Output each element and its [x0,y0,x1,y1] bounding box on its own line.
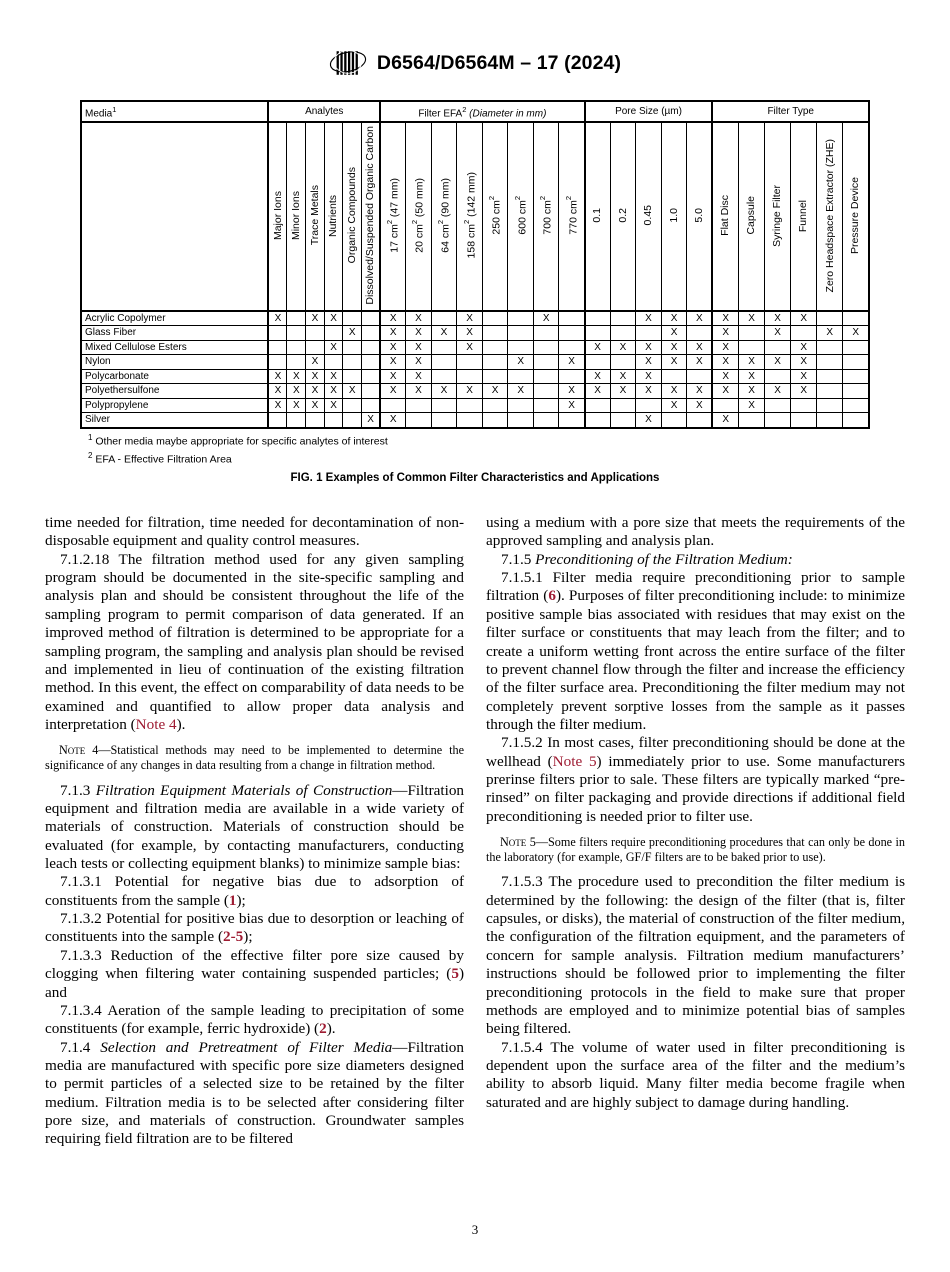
mark-cell: X [457,384,483,399]
mark-cell: X [585,369,611,384]
mark-cell [791,413,817,428]
mark-cell: X [343,384,362,399]
mark-cell: X [738,369,764,384]
mark-cell: X [712,340,738,355]
mark-cell [508,340,534,355]
mark-cell [361,311,380,326]
mark-cell [765,340,791,355]
bib-reference[interactable]: 2 [319,1020,327,1038]
mark-cell [431,369,457,384]
body-paragraph: 7.1.3.4 Aeration of the sample leading to precipitation of some constituents (for example, ferric hydroxide) (2). [45,1001,464,1038]
mark-cell [306,340,325,355]
mark-cell: X [431,384,457,399]
col-efa-600: 600 $cm^2$ [508,122,534,311]
mark-cell: X [380,413,406,428]
mark-cell: X [380,369,406,384]
mark-cell [817,355,843,370]
mark-cell: X [287,369,306,384]
mark-cell: X [817,326,843,341]
mark-cell: X [712,311,738,326]
body-paragraph: 7.1.3 Filtration Equipment Materials of Construction—Filtration equipment and filtration media are available in a wide variety of materials of construction. Materials of construction should be evaluated (for example, by contacting manufacturers, conducting leach tests or collecting equipment blanks) to minimize sample bias: [45,781,465,873]
table-body [81,311,869,428]
col-efa-64: 64 $cm^2$ (90 mm) [431,122,457,311]
page-header [0,48,950,78]
mark-cell: X [661,340,687,355]
group-header-row [81,101,869,122]
col-efa-770: 770 $cm^2$ [559,122,585,311]
figure-1-table-wrapper [80,100,870,429]
mark-cell: X [610,384,636,399]
mark-cell: X [287,384,306,399]
mark-cell [738,326,764,341]
mark-cell [610,326,636,341]
mark-cell [324,326,343,341]
mark-cell [636,398,662,413]
column-header-row [81,122,869,311]
mark-cell: X [712,413,738,428]
mark-cell [817,384,843,399]
mark-cell [324,413,343,428]
mark-cell: X [765,326,791,341]
mark-cell [306,413,325,428]
mark-cell [817,311,843,326]
mark-cell [343,355,362,370]
mark-cell [661,413,687,428]
mark-cell [482,311,508,326]
mark-cell: X [687,384,713,399]
table-row [81,384,869,399]
mark-cell: X [610,340,636,355]
mark-cell [508,369,534,384]
col-pressure-device: Pressure Device [843,122,869,311]
filter-characteristics-table [80,100,870,429]
mark-cell [482,340,508,355]
group-header-pore-size: Pore Size (µm) [585,101,713,122]
media-name-cell: Silver [81,413,268,428]
mark-cell [431,340,457,355]
mark-cell: X [791,355,817,370]
mark-cell [738,413,764,428]
astm-logo-icon [329,48,367,78]
mark-cell [559,340,585,355]
mark-cell: X [738,311,764,326]
mark-cell: X [559,384,585,399]
body-paragraph: using a medium with a pore size that meets the requirements of the approved sampling and analysis plan. [486,514,905,550]
body-paragraph: 7.1.4 Selection and Pretreatment of Filter Media—Filtration media are manufactured with specific pore size diameters designed to permit particles of a selected size to be retained by the filter medium. Filtration media is to be selected after considering filter pore size, and materials of construction. Groundwater samples requiring field filtration are to be filtered [45,1038,464,1148]
media-name-cell: Polypropylene [81,398,268,413]
mark-cell: X [636,384,662,399]
mark-cell: X [843,326,869,341]
mark-cell: X [661,355,687,370]
mark-cell [585,326,611,341]
figure-caption: FIG. 1 Examples of Common Filter Characteristics and Applications [290,472,660,484]
mark-cell: X [406,355,432,370]
col-zero-headspace-extractor: Zero Headspace Extractor (ZHE) [817,122,843,311]
table-row [81,398,869,413]
mark-cell: X [610,369,636,384]
mark-cell [482,398,508,413]
mark-cell: X [765,355,791,370]
figure-footnote-1: $^1$ Other media maybe appropriate for specific analytes of interest [88,433,388,448]
mark-cell: X [380,355,406,370]
mark-cell: X [712,369,738,384]
mark-cell: X [508,384,534,399]
mark-cell: X [306,398,325,413]
note-reference[interactable]: Note 5 [552,752,597,770]
mark-cell [817,398,843,413]
col-funnel: Funnel [791,122,817,311]
mark-cell [843,398,869,413]
mark-cell [361,384,380,399]
mark-cell: X [661,384,687,399]
mark-cell: X [324,311,343,326]
figure-footnotes [88,432,788,468]
col-efa-700: 700 $cm^2$ [533,122,559,311]
mark-cell [406,413,432,428]
mark-cell [843,369,869,384]
mark-cell [343,311,362,326]
mark-cell: X [687,355,713,370]
mark-cell [636,326,662,341]
mark-cell [843,311,869,326]
mark-cell [843,384,869,399]
mark-cell [343,398,362,413]
note-paragraph: Note 5—Some filters require preconditioning procedures that can only be done in the laboratory (for example, GF/F filters are to be baked prior to use). [486,835,905,864]
mark-cell [791,326,817,341]
col-organic-compounds: Organic Compounds [343,122,362,311]
body-paragraph: 7.1.3.1 Potential for negative bias due to adsorption of constituents from the sample (1); [45,873,464,909]
mark-cell: X [636,369,662,384]
mark-cell [559,413,585,428]
mark-cell [380,398,406,413]
mark-cell: X [661,398,687,413]
media-name-cell: Mixed Cellulose Esters [81,340,268,355]
mark-cell: X [324,384,343,399]
mark-cell: X [306,355,325,370]
mark-cell: X [636,413,662,428]
body-paragraph: 7.1.5.1 Filter media require preconditioning prior to sample filtration (6). Purposes of filter preconditioning include: to minimize positive sample bias associated with residues that may exist on the filter surface or constituents that may leach from the filter; and to create a uniform wetting front across the entire surface of the filter to prevent channel flow through the filter and increase the efficiency of the filter surface area. Preconditioning the filter medium may not completely prevent sorptive losses from the sample as it passes through the filter medium. [486,569,905,733]
mark-cell: X [380,340,406,355]
media-column-spacer [81,122,268,311]
mark-cell [457,369,483,384]
mark-cell [431,311,457,326]
col-pore-5-0: 5.0 [687,122,713,311]
mark-cell [482,369,508,384]
body-paragraph: 7.1.3.3 Reduction of the effective filter pore size caused by clogging when filtering water containing suspended particles; (5) and [45,946,464,1001]
mark-cell [287,340,306,355]
mark-cell [287,311,306,326]
col-minor-ions: Minor Ions [287,122,306,311]
mark-cell [508,311,534,326]
mark-cell [559,311,585,326]
mark-cell: X [765,384,791,399]
bib-reference[interactable]: 6 [548,587,556,605]
group-header-media: Media$^1$ [81,101,268,122]
mark-cell: X [661,311,687,326]
col-capsule: Capsule [738,122,764,311]
media-name-cell: Polycarbonate [81,369,268,384]
body-paragraph: 7.1.2.18 The filtration method used for any given sampling program should be documented in the site-specific sampling and analysis plan and should be consistent throughout the life of the sampling program to permit comparison of data generated. If an improved method of filtration is determined to be appropriate for a sampling program, the sampling and analysis plan should be revised and implemented in lieu of continuation of the existing filtration method. In this event, the effect on comparability of data needs to be examined and quantified to allow proper data analysis and interpretation (Note 4). [45,550,464,733]
mark-cell: X [636,355,662,370]
media-name-cell: Glass Fiber [81,326,268,341]
mark-cell [343,369,362,384]
col-efa-158: 158 $cm^2$ (142 mm) [457,122,483,311]
mark-cell: X [324,369,343,384]
col-nutrients: Nutrients [324,122,343,311]
mark-cell [287,355,306,370]
bib-reference[interactable]: 1 [228,891,237,909]
mark-cell [361,355,380,370]
page-number: 3 [471,1222,479,1237]
mark-cell: X [687,311,713,326]
document-title: D6564/D6564M – 17 (2024) [376,51,622,74]
mark-cell: X [324,340,343,355]
mark-cell [306,326,325,341]
body-paragraph: 7.1.5 Preconditioning of the Filtration Medium: [501,550,793,568]
mark-cell: X [406,369,432,384]
mark-cell [482,355,508,370]
mark-cell: X [457,311,483,326]
table-head [81,101,869,311]
body-paragraph: 7.1.5.3 The procedure used to precondition the filter medium is determined by the following: the design of the filter (that is, filter capsules, or disks), the material of construction of the filter medium, the configuration of the filtration equipment, and the parameters of concern for sample analysis. Filtration medium manufacturers’ instructions should be followed prior to implementing the filter preconditioning protocols in the field to make sure that proper methods are employed and to minimize potential bias of samples being filtered. [486,873,905,1038]
mark-cell [791,398,817,413]
mark-cell: X [791,340,817,355]
mark-cell: X [406,384,432,399]
mark-cell [843,413,869,428]
body-column-left [45,514,464,1149]
mark-cell: X [636,311,662,326]
mark-cell [610,413,636,428]
mark-cell [610,311,636,326]
mark-cell [431,413,457,428]
mark-cell: X [765,311,791,326]
mark-cell: X [738,384,764,399]
figure-footnote-2: $^2$ EFA - Effective Filtration Area [88,450,232,466]
mark-cell: X [406,311,432,326]
mark-cell [406,398,432,413]
col-pore-0-1: 0.1 [585,122,611,311]
mark-cell: X [712,384,738,399]
mark-cell: X [636,340,662,355]
body-paragraph: 7.1.5.2 In most cases, filter preconditioning should be done at the wellhead (Note 5) immediately prior to use. Some manufacturers prerinse filters prior to sale. These filters are typically marked “pre-rinsed” on filter packaging and provide directions if additional field preconditioning is needed prior to filter use. [486,734,905,825]
mark-cell [324,355,343,370]
mark-cell [508,326,534,341]
table-row [81,326,869,341]
mark-cell [533,340,559,355]
mark-cell: X [791,369,817,384]
mark-cell [533,413,559,428]
mark-cell [431,398,457,413]
col-pore-0-2: 0.2 [610,122,636,311]
group-header-filter-type: Filter Type [712,101,869,122]
mark-cell [361,398,380,413]
mark-cell [533,398,559,413]
mark-cell: X [533,311,559,326]
mark-cell [765,398,791,413]
mark-cell [843,340,869,355]
mark-cell [457,413,483,428]
media-name-cell: Acrylic Copolymer [81,311,268,326]
col-flat-disc: Flat Disc [712,122,738,311]
mark-cell [687,413,713,428]
col-efa-17: 17 $cm^2$ (47 mm) [380,122,406,311]
mark-cell: X [687,340,713,355]
mark-cell: X [712,326,738,341]
mark-cell [559,369,585,384]
mark-cell: X [324,398,343,413]
mark-cell: X [585,384,611,399]
bib-reference[interactable]: 5 [451,965,459,983]
mark-cell: X [268,398,287,413]
mark-cell [287,413,306,428]
table-row [81,311,869,326]
mark-cell [610,398,636,413]
mark-cell [559,326,585,341]
mark-cell: X [268,384,287,399]
mark-cell [817,413,843,428]
col-efa-20: 20 $cm^2$ (50 mm) [406,122,432,311]
mark-cell [482,326,508,341]
mark-cell [457,355,483,370]
mark-cell [817,340,843,355]
mark-cell [661,369,687,384]
mark-cell: X [380,311,406,326]
mark-cell [687,369,713,384]
mark-cell [533,326,559,341]
mark-cell: X [361,413,380,428]
mark-cell [268,355,287,370]
mark-cell [765,369,791,384]
note-paragraph: Note 4—Statistical methods may need to be implemented to determine the significance of any changes in data resulting from a change in filtration method. [45,743,464,772]
mark-cell [738,340,764,355]
col-trace-metals: Trace Metals [306,122,325,311]
group-header-filter-efa: Filter EFA$^2$ (Diameter in mm) [380,101,584,122]
table-row [81,413,869,428]
mark-cell: X [791,384,817,399]
mark-cell: X [712,355,738,370]
mark-cell: X [585,340,611,355]
mark-cell: X [306,369,325,384]
mark-cell [268,413,287,428]
mark-cell: X [406,340,432,355]
mark-cell [361,340,380,355]
body-paragraph: 7.1.5.4 The volume of water used in filter preconditioning is dependent upon the surface area of the filter and the medium’s ability to absorb liquid. Many filter media become fragile when saturated and are highly subject to damage during handling. [486,1038,905,1111]
mark-cell: X [457,340,483,355]
mark-cell [287,326,306,341]
mark-cell: X [738,355,764,370]
body-paragraph: time needed for filtration, time needed for decontamination of non-disposable equipment and quality control measures. [45,514,464,550]
mark-cell: X [268,369,287,384]
mark-cell: X [559,355,585,370]
mark-cell [482,413,508,428]
mark-cell [817,369,843,384]
col-pore-0-45: 0.45 [636,122,662,311]
mark-cell [765,413,791,428]
mark-cell [343,340,362,355]
body-paragraph: 7.1.3.2 Potential for positive bias due to desorption or leaching of constituents into the sample (2-5); [45,910,464,946]
mark-cell [585,413,611,428]
mark-cell: X [306,311,325,326]
mark-cell [585,311,611,326]
mark-cell: X [306,384,325,399]
mark-cell [712,398,738,413]
mark-cell [508,398,534,413]
mark-cell: X [457,326,483,341]
table-row [81,369,869,384]
mark-cell [533,369,559,384]
media-name-cell: Nylon [81,355,268,370]
mark-cell [343,413,362,428]
mark-cell [361,326,380,341]
mark-cell [585,398,611,413]
body-column-right [486,514,905,1112]
media-name-cell: Polyethersulfone [81,384,268,399]
mark-cell: X [482,384,508,399]
mark-cell: X [559,398,585,413]
mark-cell: X [431,326,457,341]
mark-cell [268,340,287,355]
mark-cell: X [738,398,764,413]
mark-cell: X [508,355,534,370]
mark-cell: X [687,398,713,413]
mark-cell [610,355,636,370]
mark-cell: X [343,326,362,341]
col-syringe-filter: Syringe Filter [765,122,791,311]
mark-cell [585,355,611,370]
col-efa-250: 250 $cm^2$ [482,122,508,311]
mark-cell: X [791,311,817,326]
group-header-analytes: Analytes [268,101,380,122]
col-pore-1-0: 1.0 [661,122,687,311]
bib-reference[interactable]: 2-5 [223,928,244,946]
mark-cell: X [380,384,406,399]
mark-cell [533,384,559,399]
mark-cell [268,326,287,341]
note-reference[interactable]: Note 4 [135,715,177,733]
col-dissolved-suspended-organic-carbon: Dissolved/Suspended Organic Carbon [361,122,380,311]
mark-cell [843,355,869,370]
mark-cell [361,369,380,384]
mark-cell: X [287,398,306,413]
mark-cell: X [406,326,432,341]
mark-cell [533,355,559,370]
mark-cell [457,398,483,413]
table-row [81,340,869,355]
mark-cell [687,326,713,341]
mark-cell: X [268,311,287,326]
table-row [81,355,869,370]
mark-cell [431,355,457,370]
mark-cell [508,413,534,428]
mark-cell: X [661,326,687,341]
col-major-ions: Major Ions [268,122,287,311]
mark-cell: X [380,326,406,341]
